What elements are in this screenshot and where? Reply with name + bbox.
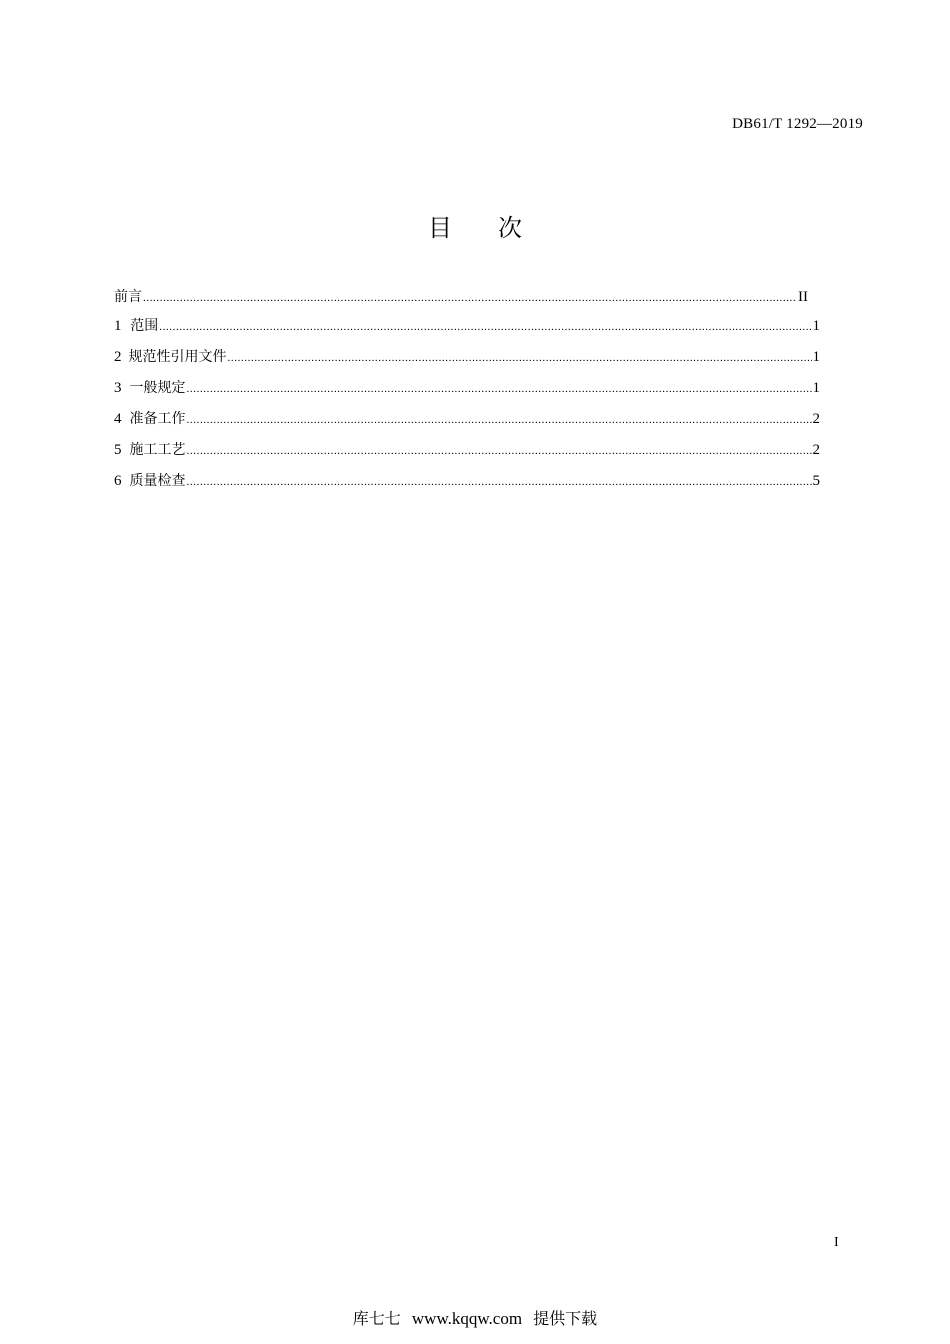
toc-entry-page: 1 xyxy=(812,318,820,334)
toc-leader-dots xyxy=(187,441,812,461)
toc-leader-dots xyxy=(187,410,812,430)
toc-entry-2[interactable] xyxy=(114,347,820,367)
toc-entry-page: 2 xyxy=(812,442,820,458)
footer-suffix: 提供下载 xyxy=(533,1309,598,1328)
toc-entry-label: 范围 xyxy=(130,318,159,334)
footer-prefix: 库七七 xyxy=(352,1309,401,1328)
toc-entry-number: 2 xyxy=(114,349,122,365)
toc-entry-6[interactable] xyxy=(114,471,820,491)
toc-entry-number: 6 xyxy=(114,473,122,489)
toc-entry-5[interactable] xyxy=(114,440,820,460)
toc-entry-page: 1 xyxy=(812,380,820,396)
toc-entry-label: 前言 xyxy=(114,289,142,305)
toc-leader-dots xyxy=(187,379,812,399)
toc-entry-page: 1 xyxy=(812,349,820,365)
toc-entry-page: 5 xyxy=(812,473,820,489)
document-code: DB61/T 1292—2019 xyxy=(732,116,863,132)
footer-url-link[interactable]: www.kqqw.com xyxy=(411,1309,523,1328)
toc-entry-4[interactable] xyxy=(114,409,820,429)
title-char-1: 目 xyxy=(428,214,452,242)
toc-entry-label: 施工工艺 xyxy=(129,442,186,458)
toc-entry-label: 准备工作 xyxy=(129,411,186,427)
footer xyxy=(0,1306,950,1329)
page-number: I xyxy=(834,1235,839,1250)
toc-entry-label: 质量检查 xyxy=(129,473,186,489)
toc-entry-page: II xyxy=(798,289,808,305)
toc-leader-dots xyxy=(143,288,797,308)
toc-leader-dots xyxy=(159,317,811,337)
toc-entry-number: 4 xyxy=(114,411,122,427)
toc-entry-preface[interactable] xyxy=(114,287,808,307)
toc-entry-3[interactable] xyxy=(114,378,820,398)
title-char-2: 次 xyxy=(498,214,522,242)
toc-entry-number: 1 xyxy=(114,318,122,334)
toc-entry-number: 5 xyxy=(114,442,122,458)
toc-entry-1[interactable] xyxy=(114,316,820,336)
toc-entry-number: 3 xyxy=(114,380,122,396)
toc-entry-label: 一般规定 xyxy=(129,380,186,396)
toc-entry-label: 规范性引用文件 xyxy=(128,349,227,365)
toc-leader-dots xyxy=(187,472,812,492)
toc-leader-dots xyxy=(228,348,812,368)
page-title xyxy=(0,208,950,243)
toc-entry-page: 2 xyxy=(812,411,820,427)
